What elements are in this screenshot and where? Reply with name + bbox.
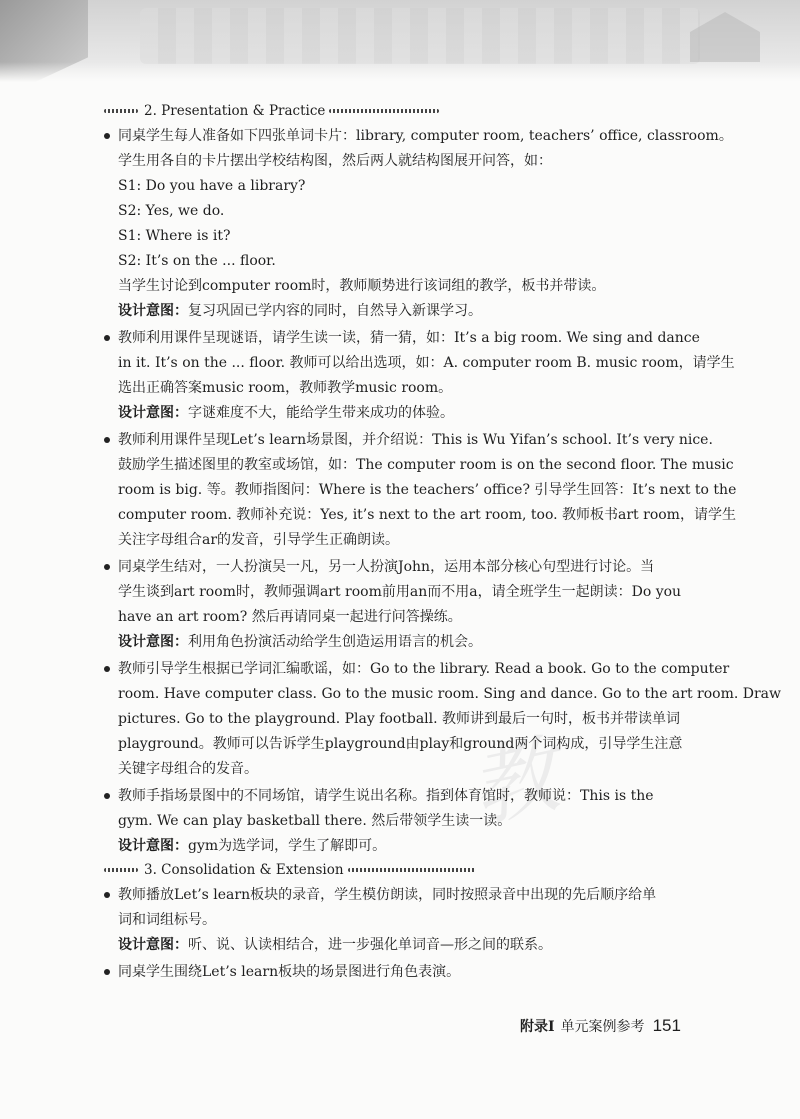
design-intent-text: gym为选学词，学生了解即可。: [188, 838, 387, 854]
header-banner-image: [0, 0, 800, 82]
text-line: 教师播放Let’s learn板块的录音，学生模仿朗读，同时按照录音中出现的先后顺序给单: [118, 887, 657, 903]
list-item: [104, 555, 724, 655]
text-line: S1: Do you have a library?: [118, 178, 306, 194]
design-intent-text: 利用角色扮演活动给学生创造运用语言的机会。: [188, 634, 482, 650]
list-item: [104, 326, 735, 426]
text-line: 教师手指场景图中的不同场馆，请学生说出名称。指到体育馆时，教师说：This is the: [118, 788, 654, 804]
text-line: 同桌学生每人准备如下四张单词卡片：library, computer room, teachers’ office, classroom。: [118, 128, 733, 144]
footer-appendix: 附录Ⅰ: [520, 1019, 555, 1035]
watermark-logo: 教: [461, 724, 567, 841]
text-line: pictures. Go to the playground. Play football. 教师讲到最后一句时，板书并带读单词: [118, 711, 681, 727]
banner-fade: [0, 62, 800, 82]
section-heading-text: 2. Presentation & Practice: [144, 102, 326, 119]
text-line: 同桌学生结对，一人扮演吴一凡，另一人扮演John，运用本部分核心句型进行讨论。当: [118, 559, 655, 575]
text-line: 选出正确答案music room，教师教学music room。: [118, 380, 453, 396]
text-line: in it. It’s on the ... floor. 教师可以给出选项，如：A. computer room B. music room，请学生: [118, 355, 735, 371]
text-line: 鼓励学生描述图里的教室或场馆，如：The computer room is on the second floor. The music: [118, 457, 734, 473]
design-intent: [118, 933, 724, 958]
banner-house-shape: [690, 12, 760, 62]
text-line: 关注字母组合ar的发音，引导学生正确朗读。: [118, 532, 400, 548]
bullet-icon: [104, 793, 110, 799]
text-line: gym. We can play basketball there. 然后带领学生读一读。: [118, 813, 512, 829]
text-line: S2: Yes, we do.: [118, 203, 225, 219]
text-line: 教师利用课件呈现谜语，请学生读一读，猜一猜，如：It’s a big room. We sing and dance: [118, 330, 700, 346]
text-line: S2: It’s on the ... floor.: [118, 253, 276, 269]
text-line: 当学生讨论到computer room时，教师顺势进行该词组的教学，板书并带读。: [118, 278, 606, 294]
design-intent-label: 设计意图：: [118, 838, 188, 854]
heading-ornament: [348, 868, 476, 872]
section-heading-text: 3. Consolidation & Extension: [144, 861, 344, 878]
bullet-icon: [104, 892, 110, 898]
section-heading: [104, 859, 724, 881]
text-line: 词和词组标号。: [118, 912, 216, 928]
design-intent: [118, 401, 724, 426]
design-intent-label: 设计意图：: [118, 634, 188, 650]
page-footer: [520, 1014, 740, 1038]
heading-ornament: [104, 868, 138, 872]
footer-title: 单元案例参考: [560, 1019, 645, 1035]
bullet-icon: [104, 437, 110, 443]
text-line: 同桌学生围绕Let’s learn板块的场景图进行角色表演。: [118, 964, 461, 980]
text-line: 学生谈到art room时，教师强调art room前用an而不用a，请全班学生一起朗读：Do you: [118, 584, 682, 600]
text-line: S1: Where is it?: [118, 228, 231, 244]
text-line: have an art room? 然后再请同桌一起进行问答操练。: [118, 609, 462, 625]
bullet-icon: [104, 969, 110, 975]
bullet-icon: [104, 666, 110, 672]
design-intent: [118, 299, 724, 324]
section-heading: [104, 100, 724, 122]
list-item: [104, 960, 724, 985]
text-line: 教师利用课件呈现Let’s learn场景图，并介绍说：This is Wu Yifan’s school. It’s very nice.: [118, 432, 713, 448]
text-line: 关键字母组合的发音。: [118, 761, 258, 777]
bullet-icon: [104, 133, 110, 139]
list-item: [104, 883, 724, 958]
bullet-icon: [104, 564, 110, 570]
design-intent: [118, 630, 724, 655]
list-item: [104, 428, 737, 553]
list-item: [104, 124, 733, 324]
list-item: [104, 784, 724, 859]
text-line: 教师引导学生根据已学词汇编歌谣，如：Go to the library. Read a book. Go to the computer: [118, 661, 730, 677]
design-intent-label: 设计意图：: [118, 405, 188, 421]
bullet-icon: [104, 335, 110, 341]
text-line: room is big. 等。教师指图问：Where is the teachers’ office? 引导学生回答：It’s next to the: [118, 482, 737, 498]
design-intent-label: 设计意图：: [118, 303, 188, 319]
heading-ornament: [329, 109, 439, 113]
page-content: [104, 100, 782, 985]
text-line: 学生用各自的卡片摆出学校结构图，然后两人就结构图展开问答，如：: [118, 153, 552, 169]
text-line: playground。教师可以告诉学生playground由play和ground两个词构成，引导学生注意: [118, 736, 683, 752]
design-intent-text: 字谜难度不大，能给学生带来成功的体验。: [188, 405, 454, 421]
design-intent-text: 听、说、认读相结合，进一步强化单词音—形之间的联系。: [188, 937, 552, 953]
text-line: computer room. 教师补充说：Yes, it’s next to the art room, too. 教师板书art room，请学生: [118, 507, 736, 523]
page-number: 151: [652, 1016, 681, 1035]
text-line: room. Have computer class. Go to the music room. Sing and dance. Go to the art room. Draw: [118, 686, 782, 702]
list-item: [104, 657, 782, 782]
design-intent-label: 设计意图：: [118, 937, 188, 953]
heading-ornament: [104, 109, 138, 113]
banner-pattern: [140, 8, 700, 64]
design-intent: [118, 834, 724, 859]
design-intent-text: 复习巩固已学内容的同时，自然导入新课学习。: [188, 303, 482, 319]
